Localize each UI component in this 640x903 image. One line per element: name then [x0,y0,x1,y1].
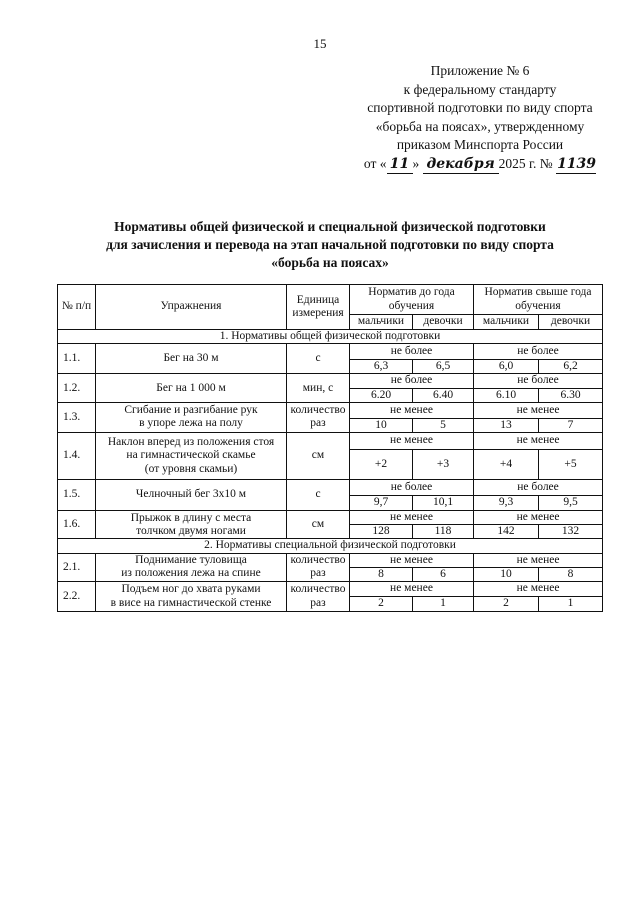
header-norm-over-year: Норматив свыше года обучения [474,285,603,315]
appendix-block [340,62,620,174]
exercise-line: на гимнастической скамье [126,449,256,462]
order-day: 11 [389,155,410,172]
condition-over-year: не менее [474,511,603,525]
appendix-line-3: спортивной подготовки по виду спорта [367,100,593,115]
condition-to-year: не менее [350,582,474,597]
value-boys-over-year: 6.10 [474,388,539,402]
exercise-line: (от уровня скамьи) [144,462,238,475]
order-day-field [387,155,413,175]
condition-to-year: не менее [350,511,474,525]
exercise-name [96,511,287,539]
unit: с [287,344,350,374]
page-number: 15 [313,36,327,51]
exercise-name [96,480,287,511]
condition-over-year: не менее [474,582,603,597]
header-girls-2: девочки [539,315,603,330]
exercise-line: Сгибание и разгибание рук [124,404,258,417]
value-girls-over-year: 7 [539,418,603,432]
row-number: 1.5. [58,480,96,511]
table-row [58,402,603,418]
table-row [58,553,603,567]
document-title [60,218,600,272]
section-row [58,330,603,344]
header-unit: Единица измерения [287,285,350,330]
table-row [58,374,603,388]
value-boys-over-year: 2 [474,597,539,612]
condition-over-year: не более [474,344,603,360]
unit: см [287,433,350,480]
value-boys-over-year: 142 [474,525,539,539]
value-girls-to-year: 5 [413,418,474,432]
table-row [58,480,603,496]
header-boys-2: мальчики [474,315,539,330]
exercise-name [96,344,287,374]
appendix-line-1: Приложение № 6 [430,63,530,78]
value-girls-over-year: 6.30 [539,388,603,402]
order-from: от « [363,155,387,171]
unit: с [287,480,350,511]
title-line-1: Нормативы общей физической и специальной физической подготовки [114,219,546,234]
section-title: 2. Нормативы специальной физической подготовки [58,539,603,553]
value-boys-to-year: 6,3 [350,360,413,374]
header-norm-to-year: Норматив до года обучения [350,285,474,315]
condition-to-year: не более [350,344,474,360]
value-boys-over-year: +4 [474,450,539,480]
table-row [58,511,603,525]
value-boys-to-year: 10 [350,418,413,432]
order-month-field [423,155,499,175]
title-line-3: «борьба на поясах» [271,255,389,270]
table-row [58,582,603,597]
row-number: 1.1. [58,344,96,374]
exercise-line: Бег на 30 м [163,352,219,365]
header-num: № п/п [58,285,96,330]
exercise-line: толчком двумя ногами [136,524,246,537]
header-boys-1: мальчики [350,315,413,330]
exercise-line: Прыжок в длину с места [130,511,252,524]
exercise-name [96,433,287,480]
appendix-line-4: «борьба на поясах», утвержденному [375,118,585,134]
table-row [58,344,603,360]
order-date-line [340,155,620,175]
row-number: 2.2. [58,582,96,612]
value-boys-to-year: 6.20 [350,388,413,402]
condition-to-year: не более [350,480,474,496]
section-row [58,539,603,553]
value-girls-to-year: 6,5 [413,360,474,374]
condition-over-year: не более [474,480,603,496]
exercise-name [96,374,287,402]
value-boys-to-year: 9,7 [350,496,413,511]
order-year: 2025 г. № [498,155,553,171]
value-boys-over-year: 13 [474,418,539,432]
value-girls-over-year: 6,2 [539,360,603,374]
value-boys-to-year: 2 [350,597,413,612]
order-month: декабря [426,155,495,172]
value-girls-to-year: 6 [413,567,474,581]
exercise-name [96,582,287,612]
condition-to-year: не менее [350,553,474,567]
unit: количество раз [287,553,350,581]
value-girls-over-year: +5 [539,450,603,480]
header-exercise: Упражнения [96,285,287,330]
row-number: 1.4. [58,433,96,480]
value-boys-over-year: 6,0 [474,360,539,374]
appendix-line-5: приказом Минспорта России [396,137,564,152]
value-girls-to-year: 6.40 [413,388,474,402]
title-line-2: для зачисления и перевода на этап начальной подготовки по виду спорта [106,237,554,252]
exercise-name [96,553,287,581]
order-number-field [556,155,596,175]
value-girls-over-year: 8 [539,567,603,581]
condition-over-year: не менее [474,433,603,450]
value-boys-to-year: +2 [350,450,413,480]
appendix-line-2: к федеральному стандарту [403,81,557,97]
condition-over-year: не менее [474,553,603,567]
row-number: 1.3. [58,402,96,432]
unit: количество раз [287,582,350,612]
value-girls-to-year: +3 [413,450,474,480]
value-boys-to-year: 8 [350,567,413,581]
norms-table [57,284,603,612]
exercise-line: в висе на гимнастической стенке [110,596,272,609]
row-number: 2.1. [58,553,96,581]
unit: см [287,511,350,539]
condition-over-year: не менее [474,402,603,418]
exercise-line: Подъем ног до хвата руками [121,583,261,596]
order-number: 1139 [557,155,597,172]
value-girls-over-year: 1 [539,597,603,612]
order-close-quote: » [412,155,420,171]
value-girls-over-year: 132 [539,525,603,539]
table-row [58,433,603,450]
unit: количество раз [287,402,350,432]
table-body [58,330,603,612]
exercise-line: Бег на 1 000 м [156,381,226,394]
value-girls-over-year: 9,5 [539,496,603,511]
value-boys-over-year: 9,3 [474,496,539,511]
value-girls-to-year: 118 [413,525,474,539]
value-boys-to-year: 128 [350,525,413,539]
condition-to-year: не более [350,374,474,388]
value-girls-to-year: 10,1 [413,496,474,511]
condition-to-year: не менее [350,402,474,418]
exercise-line: в упоре лежа на полу [139,417,243,430]
section-title: 1. Нормативы общей физической подготовки [58,330,603,344]
header-girls-1: девочки [413,315,474,330]
unit: мин, с [287,374,350,402]
exercise-name [96,402,287,432]
exercise-line: Наклон вперед из положения стоя [107,436,275,449]
value-girls-to-year: 1 [413,597,474,612]
value-boys-over-year: 10 [474,567,539,581]
exercise-line: Челночный бег 3х10 м [135,488,247,501]
row-number: 1.6. [58,511,96,539]
condition-over-year: не более [474,374,603,388]
exercise-line: Поднимание туловища [135,554,247,567]
condition-to-year: не менее [350,433,474,450]
exercise-line: из положения лежа на спине [121,567,261,580]
row-number: 1.2. [58,374,96,402]
